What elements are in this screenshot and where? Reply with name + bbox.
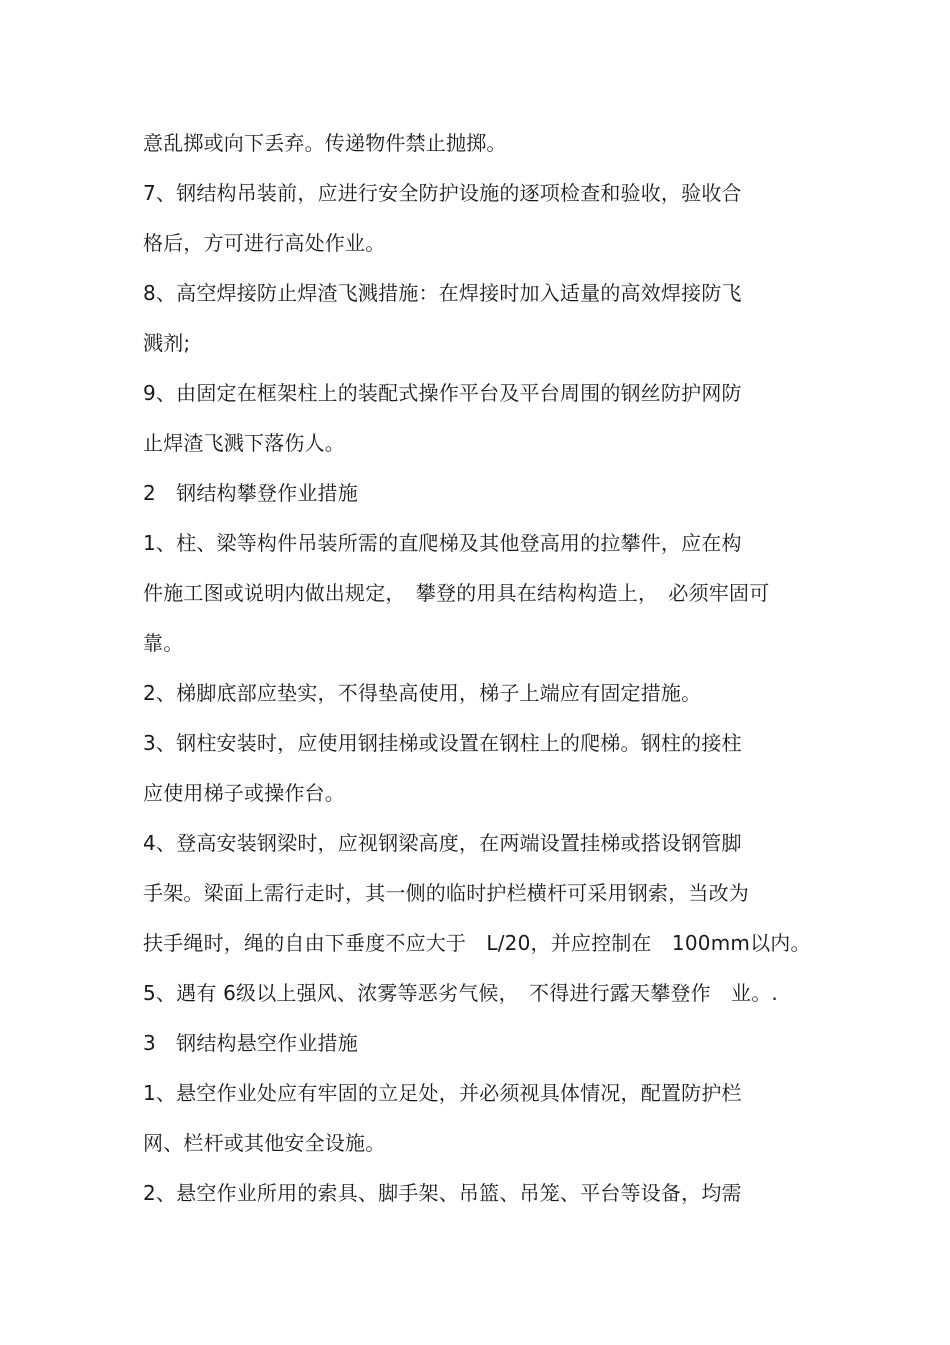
text-line: 止焊渣飞溅下落伤人。 [143,431,345,455]
text-line: 溅剂; [143,331,191,355]
text-line: 8、高空焊接防止焊渣飞溅措施：在焊接时加入适量的高效焊接防飞 [143,281,742,305]
text-line: 件施工图或说明内做出规定， 攀登的用具在结构构造上， 必须牢固可 [143,581,770,605]
section-heading: 2 钢结构攀登作业措施 [143,481,358,505]
text-line: 9、由固定在框架柱上的装配式操作平台及平台周围的钢丝防护网防 [143,381,742,405]
text-line: 手架。梁面上需行走时，其一侧的临时护栏横杆可采用钢索，当改为 [143,881,749,905]
text-line: 扶手绳时，绳的自由下垂度不应大于 L/20，并应控制在 100mm以内。 [143,931,811,955]
text-line: 靠。 [143,631,184,655]
text-line: 4、登高安装钢梁时，应视钢梁高度，在两端设置挂梯或搭设钢管脚 [143,831,742,855]
text-line: 2、梯脚底部应垫实，不得垫高使用，梯子上端应有固定措施。 [143,681,702,705]
section-heading: 3 钢结构悬空作业措施 [143,1031,358,1055]
text-line: 2、悬空作业所用的索具、脚手架、吊篮、吊笼、平台等设备，均需 [143,1181,742,1205]
text-line: 格后，方可进行高处作业。 [143,231,386,255]
text-line: 1、悬空作业处应有牢固的立足处，并必须视具体情况，配置防护栏 [143,1081,742,1105]
text-line: 应使用梯子或操作台。 [143,781,345,805]
text-line: 3、钢柱安装时，应使用钢挂梯或设置在钢柱上的爬梯。钢柱的接柱 [143,731,742,755]
text-line: 5、遇有 6级以上强风、浓雾等恶劣气候， 不得进行露天攀登作 业。. [143,981,778,1005]
text-line: 1、柱、梁等构件吊装所需的直爬梯及其他登高用的拉攀件，应在构 [143,531,742,555]
text-line: 7、钢结构吊装前，应进行安全防护设施的逐项检查和验收，验收合 [143,181,742,205]
text-line: 意乱掷或向下丢弃。传递物件禁止抛掷。 [143,131,507,155]
text-line: 网、栏杆或其他安全设施。 [143,1131,386,1155]
